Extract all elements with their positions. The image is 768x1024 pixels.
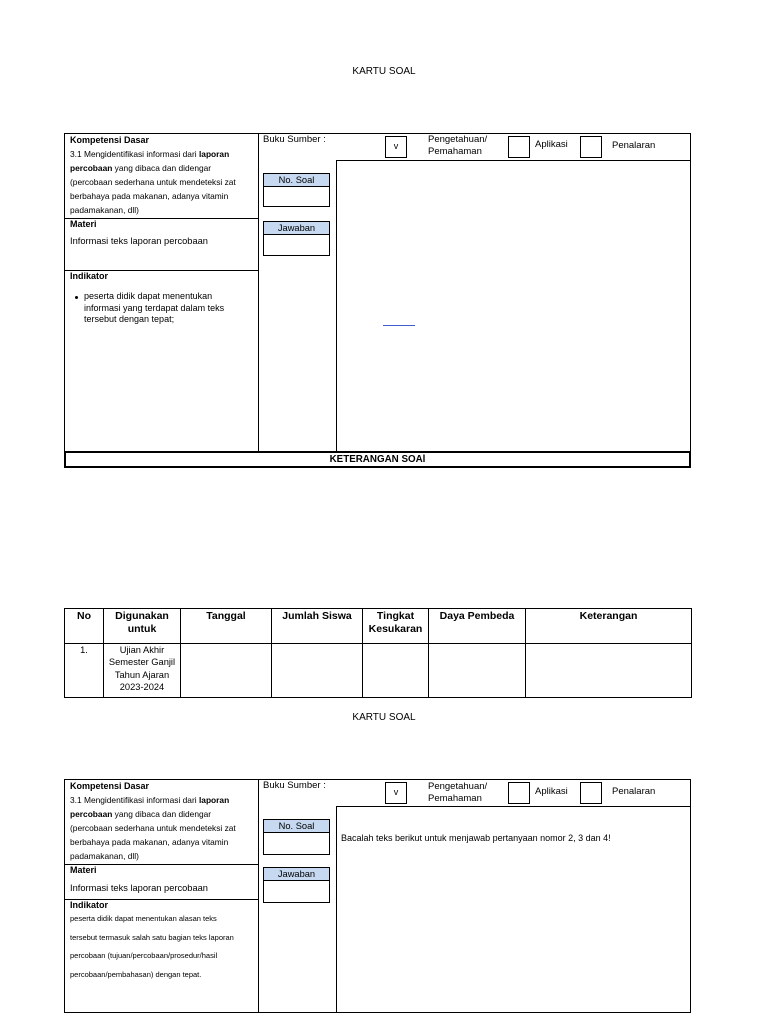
buku-sumber-label: Buku Sumber : — [263, 780, 326, 791]
question-card — [64, 133, 691, 452]
materi-label: Materi — [70, 865, 97, 875]
indikator-label: Indikator — [70, 900, 109, 910]
indikator-line: tersebut termasuk salah satu bagian teks laporan — [70, 932, 234, 942]
column-divider — [258, 134, 259, 451]
kd-bold-text: laporan — [198, 149, 230, 159]
question-card — [64, 779, 691, 1013]
kd-text: yang dibaca dan didengar — [112, 809, 212, 819]
penalaran-checkbox — [580, 782, 602, 804]
header-daya-pembeda: Daya Pembeda — [429, 609, 526, 644]
jawaban-value-box — [263, 881, 330, 903]
pemahaman-label: Pemahaman — [428, 146, 482, 157]
kd-bold-text: laporan — [198, 795, 230, 805]
indikator-line: tersebut dengan tepat; — [84, 314, 175, 324]
page-title: KARTU SOAL — [352, 712, 416, 723]
kd-bold-text: percobaan — [70, 163, 113, 173]
kd-text: 3.1 Mengidentifikasi informasi dari — [70, 795, 199, 805]
indikator-line: percobaan/pembahasan) dengan tepat. — [70, 970, 202, 980]
cell-daya-pembeda — [429, 644, 526, 698]
indikator-label: Indikator — [70, 271, 109, 281]
aplikasi-checkbox — [508, 782, 530, 804]
kd-text: yang dibaca dan didengar — [112, 163, 212, 173]
cell-no: 1. — [65, 644, 104, 698]
materi-text: Informasi teks laporan percobaan — [70, 236, 208, 246]
pemahaman-label: Pemahaman — [428, 793, 482, 804]
kd-line: (percobaan sederhana untuk mendeteksi zat — [70, 177, 236, 187]
kd-line: berbahaya pada makanan, adanya vitamin — [70, 191, 229, 201]
kd-text: 3.1 Mengidentifikasi informasi dari — [70, 149, 199, 159]
pengetahuan-label: Pengetahuan/ — [428, 781, 488, 792]
penalaran-label: Penalaran — [612, 786, 656, 797]
column-divider — [258, 780, 259, 1012]
aplikasi-label: Aplikasi — [535, 139, 568, 150]
kompetensi-dasar-label: Kompetensi Dasar — [70, 135, 150, 145]
kd-line: berbahaya pada makanan, adanya vitamin — [70, 837, 229, 847]
question-text: Bacalah teks berikut untuk menjawab pertanyaan nomor 2, 3 dan 4! — [341, 833, 611, 843]
page-title: KARTU SOAL — [352, 66, 416, 77]
kd-line — [70, 807, 236, 821]
materi-label: Materi — [70, 219, 97, 229]
kd-line — [70, 161, 236, 175]
header-tingkat-kesukaran: Tingkat Kesukaran — [363, 609, 429, 644]
table-row — [65, 644, 692, 698]
aplikasi-checkbox — [508, 136, 530, 158]
indikator-line: peserta didik dapat menentukan alasan teks — [70, 914, 217, 923]
header-no: No — [65, 609, 104, 644]
kd-line — [70, 793, 236, 807]
keterangan-soal-bar: KETERANGAN SOAl — [64, 451, 691, 468]
pengetahuan-checkbox: v — [385, 782, 407, 804]
kompetensi-dasar-label: Kompetensi Dasar — [70, 781, 150, 791]
usage-table — [64, 608, 692, 698]
cell-tingkat-kesukaran — [363, 644, 429, 698]
cell-jumlah-siswa — [272, 644, 363, 698]
hyperlink[interactable] — [383, 325, 415, 326]
no-soal-value-box — [263, 187, 330, 207]
table-header-row — [65, 609, 692, 644]
pengetahuan-label: Pengetahuan/ — [428, 134, 488, 145]
cell-tanggal — [181, 644, 272, 698]
kd-line: padamakanan, dll) — [70, 851, 139, 861]
header-keterangan: Keterangan — [526, 609, 692, 644]
column-divider — [336, 806, 337, 1012]
header-digunakan-untuk: Digunakan untuk — [104, 609, 181, 644]
kd-bold-text: percobaan — [70, 809, 113, 819]
indikator-text — [84, 291, 224, 326]
no-soal-label: No. Soal — [263, 819, 330, 833]
jawaban-label: Jawaban — [263, 867, 330, 881]
header-tanggal: Tanggal — [181, 609, 272, 644]
indikator-line: percobaan (tujuan/percobaan/prosedur/hasil — [70, 951, 218, 961]
cell-keterangan — [526, 644, 692, 698]
bullet-icon — [75, 296, 78, 299]
kompetensi-dasar-text — [70, 793, 236, 863]
penalaran-checkbox — [580, 136, 602, 158]
indikator-line: peserta didik dapat menentukan — [84, 291, 213, 301]
kd-line: (percobaan sederhana untuk mendeteksi zat — [70, 823, 236, 833]
header-divider — [336, 806, 690, 807]
column-divider — [336, 160, 337, 451]
kd-line: padamakanan, dll) — [70, 205, 139, 215]
materi-text: Informasi teks laporan percobaan — [70, 883, 208, 893]
jawaban-value-box — [263, 235, 330, 256]
header-jumlah-siswa: Jumlah Siswa — [272, 609, 363, 644]
indikator-line: informasi yang terdapat dalam teks — [84, 302, 225, 313]
header-divider — [336, 160, 690, 161]
kompetensi-dasar-text — [70, 147, 236, 217]
indikator-text — [70, 910, 234, 985]
no-soal-label: No. Soal — [263, 173, 330, 187]
pengetahuan-checkbox: v — [385, 136, 407, 158]
aplikasi-label: Aplikasi — [535, 786, 568, 797]
buku-sumber-label: Buku Sumber : — [263, 134, 326, 145]
jawaban-label: Jawaban — [263, 221, 330, 235]
cell-digunakan-untuk: Ujian Akhir Semester Ganjil Tahun Ajaran 2023-2024 — [104, 644, 181, 698]
no-soal-value-box — [263, 833, 330, 855]
penalaran-label: Penalaran — [612, 140, 656, 151]
kd-line — [70, 147, 236, 161]
